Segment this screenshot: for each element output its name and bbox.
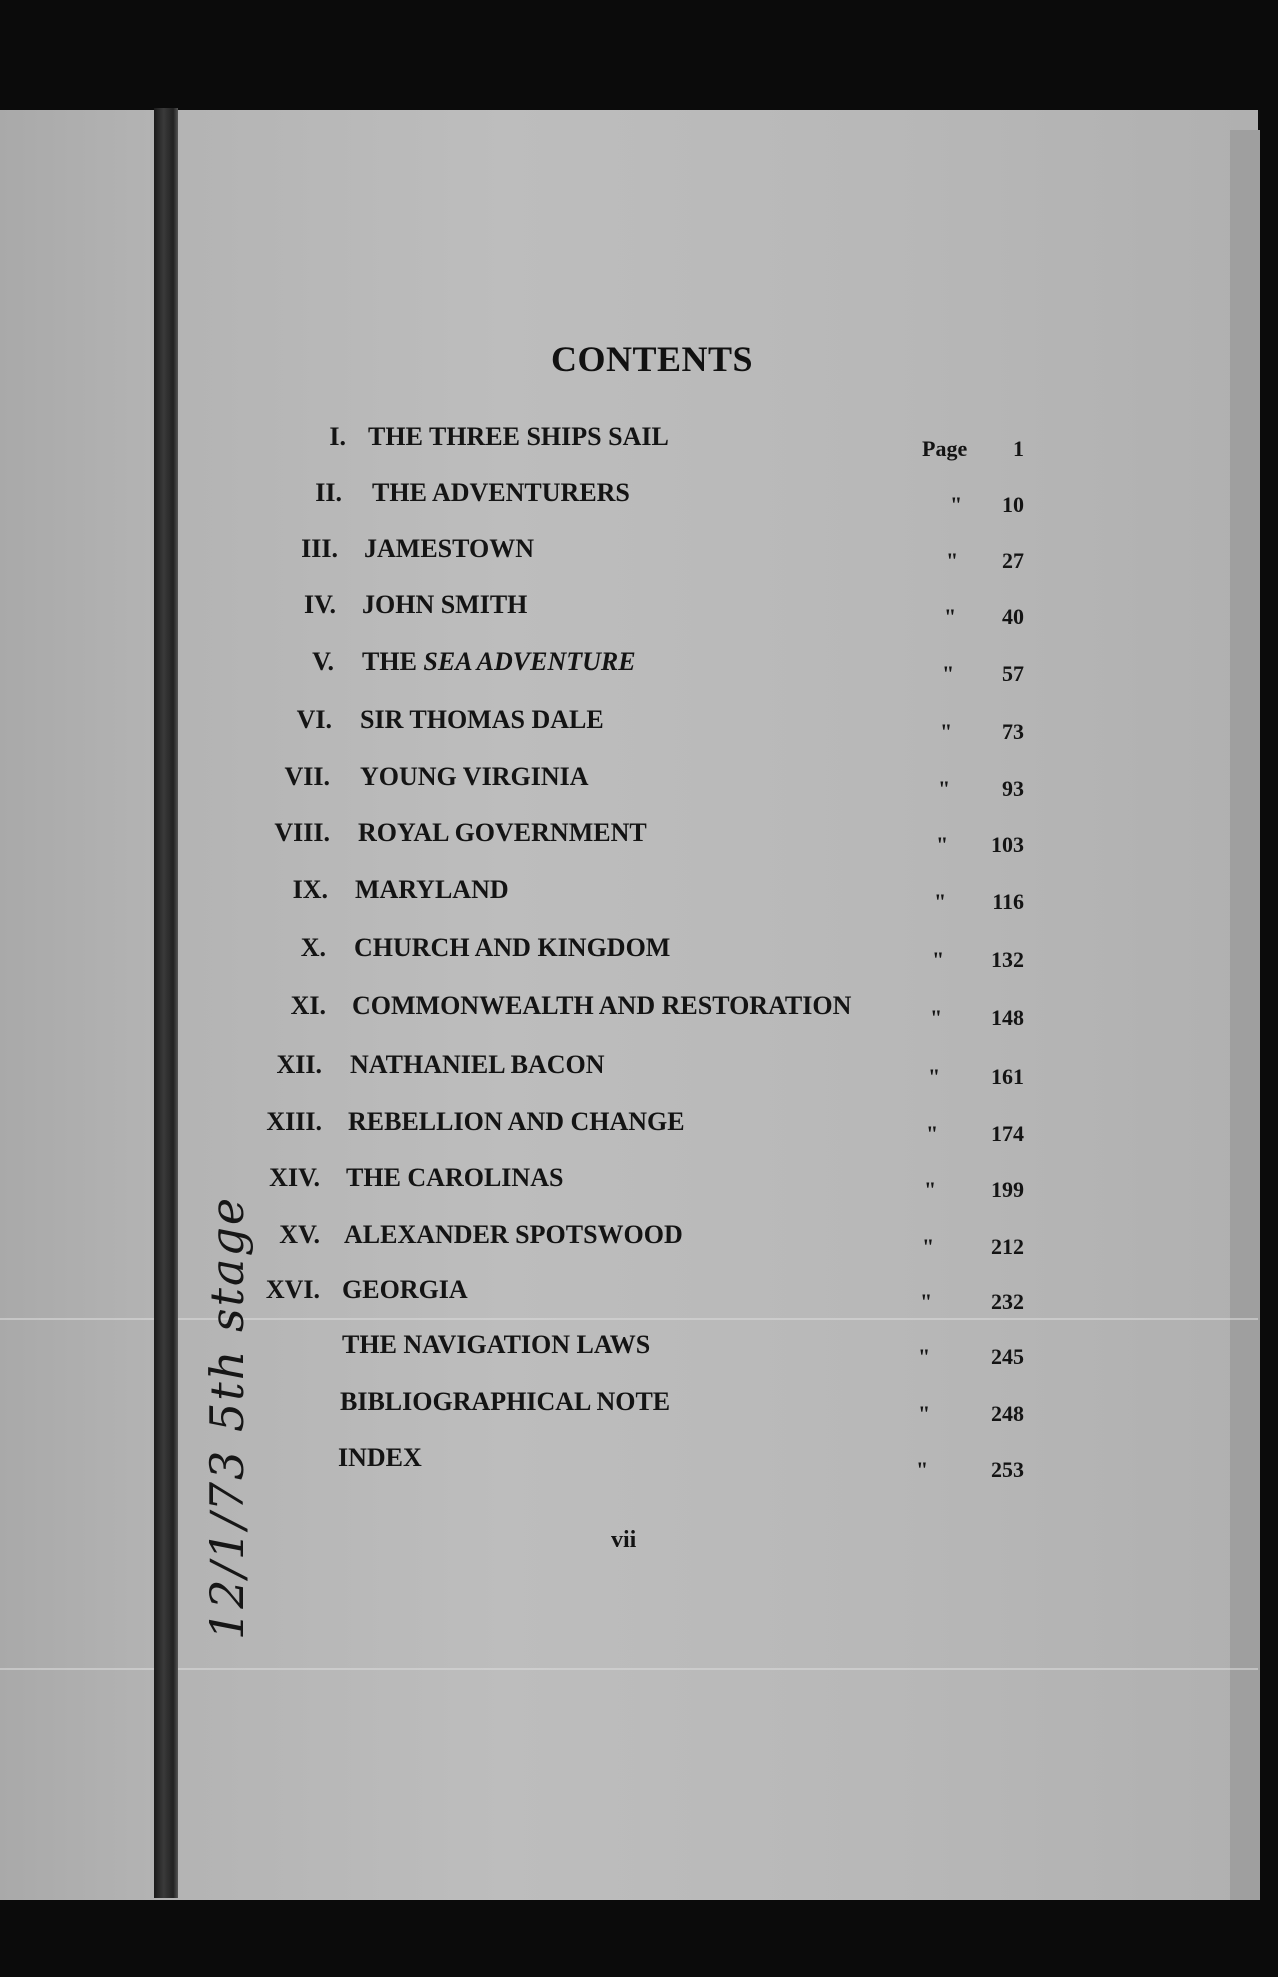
chapter-title-text: YOUNG VIRGINIA (360, 762, 589, 791)
ditto-mark: " (920, 1289, 933, 1314)
chapter-title (340, 1387, 670, 1417)
chapter-title (354, 933, 670, 963)
chapter-title (355, 875, 509, 905)
page-number: 248 (991, 1401, 1024, 1426)
page-folio: vii (611, 1527, 637, 1553)
chapter-title-text: INDEX (338, 1443, 422, 1472)
ditto-mark: " (950, 492, 963, 517)
page-number: 132 (991, 947, 1024, 972)
page-number: 73 (1002, 719, 1024, 744)
chapter-title (360, 705, 604, 735)
ditto-mark: " (946, 548, 959, 573)
chapter-number: XIII. (266, 1107, 322, 1136)
chapter-number: VIII. (274, 818, 330, 847)
chapter-title-text: SIR THOMAS DALE (360, 705, 604, 734)
chapter-number: XII. (276, 1050, 322, 1079)
chapter-title (342, 1275, 468, 1305)
page-column-label: Page (922, 436, 968, 461)
ditto-mark: " (942, 661, 955, 686)
ditto-mark: " (926, 1121, 939, 1146)
page-number: 148 (991, 1005, 1024, 1030)
chapter-title-text: BIBLIOGRAPHICAL NOTE (340, 1387, 671, 1416)
chapter-title (368, 422, 669, 452)
chapter-title (360, 762, 589, 792)
ditto-mark: " (918, 1344, 931, 1369)
chapter-number: XI. (290, 991, 326, 1020)
chapter-number: II. (315, 478, 342, 507)
ditto-mark: " (940, 719, 953, 744)
chapter-number: IX. (292, 875, 328, 904)
page-number: 199 (991, 1177, 1024, 1202)
ditto-mark: " (944, 604, 957, 629)
chapter-title-text: ROYAL GOVERNMENT (358, 818, 647, 847)
paper-right-edge (1230, 130, 1260, 1900)
page-number: 10 (1002, 492, 1024, 517)
ditto-mark: " (938, 776, 951, 801)
chapter-title (362, 590, 527, 620)
chapter-number: III. (301, 534, 338, 563)
chapter-title (344, 1220, 683, 1250)
chapter-number: XV. (279, 1220, 320, 1249)
handwritten-note: 12/1/73 5th stage (200, 1195, 254, 1640)
chapter-title (362, 647, 636, 677)
chapter-number: XVI. (265, 1275, 320, 1304)
chapter-number: I. (329, 422, 346, 451)
chapter-title-text: MARYLAND (355, 875, 509, 904)
page-number: 116 (992, 889, 1024, 914)
chapter-title (350, 1050, 605, 1080)
chapter-title-text: REBELLION AND CHANGE (348, 1107, 685, 1136)
ditto-mark: " (916, 1457, 929, 1482)
chapter-title (346, 1163, 563, 1193)
page-number: 27 (1002, 548, 1024, 573)
binding-spine (154, 108, 178, 1898)
contents-heading: CONTENTS (551, 339, 754, 379)
chapter-title-text: JOHN SMITH (362, 590, 528, 619)
chapter-title-italic: SEA ADVENTURE (423, 647, 636, 676)
chapter-title (352, 991, 851, 1021)
ditto-mark: " (936, 832, 949, 857)
page-number: 245 (991, 1344, 1024, 1369)
chapter-number: XIV. (269, 1163, 320, 1192)
chapter-title-text: GEORGIA (342, 1275, 468, 1304)
chapter-number: VI. (296, 705, 332, 734)
chapter-title-text: CHURCH AND KINGDOM (354, 933, 671, 962)
chapter-title-text: THE NAVIGATION LAWS (342, 1330, 651, 1359)
chapter-title-text: THE THREE SHIPS SAIL (368, 422, 669, 451)
page-number: 161 (991, 1064, 1024, 1089)
chapter-title-text: NATHANIEL BACON (350, 1050, 605, 1079)
chapter-title (338, 1443, 422, 1473)
ditto-mark: " (918, 1401, 931, 1426)
chapter-title-text: THE CAROLINAS (346, 1163, 564, 1192)
ditto-mark: " (928, 1064, 941, 1089)
chapter-title-text: COMMONWEALTH AND RESTORATION (352, 991, 852, 1020)
page-number: 253 (991, 1457, 1024, 1482)
ditto-mark: " (922, 1234, 935, 1259)
page-number: 93 (1002, 776, 1024, 801)
chapter-title-text: JAMESTOWN (364, 534, 534, 563)
page-number: 1 (1013, 436, 1024, 461)
chapter-title (348, 1107, 685, 1137)
page-number: 232 (991, 1289, 1024, 1314)
fold-line-lower (0, 1668, 1258, 1670)
page-number: 212 (991, 1234, 1024, 1259)
chapter-title-text: ALEXANDER SPOTSWOOD (344, 1220, 683, 1249)
ditto-mark: " (932, 947, 945, 972)
fold-line-upper (0, 1318, 1258, 1320)
page-number: 57 (1002, 661, 1024, 686)
chapter-title (372, 478, 630, 508)
chapter-number: IV. (303, 590, 336, 619)
page-number: 103 (991, 832, 1024, 857)
chapter-number: X. (300, 933, 326, 962)
page-number: 174 (991, 1121, 1024, 1146)
chapter-number: VII. (284, 762, 330, 791)
page-number: 40 (1002, 604, 1024, 629)
ditto-mark: " (930, 1005, 943, 1030)
chapter-title-text: THE (362, 647, 417, 676)
chapter-title-text: THE ADVENTURERS (372, 478, 630, 507)
ditto-mark: " (934, 889, 947, 914)
ditto-mark: " (924, 1177, 937, 1202)
chapter-title (358, 818, 647, 848)
chapter-title (364, 534, 534, 564)
chapter-title (342, 1330, 650, 1360)
chapter-number: V. (312, 647, 334, 676)
